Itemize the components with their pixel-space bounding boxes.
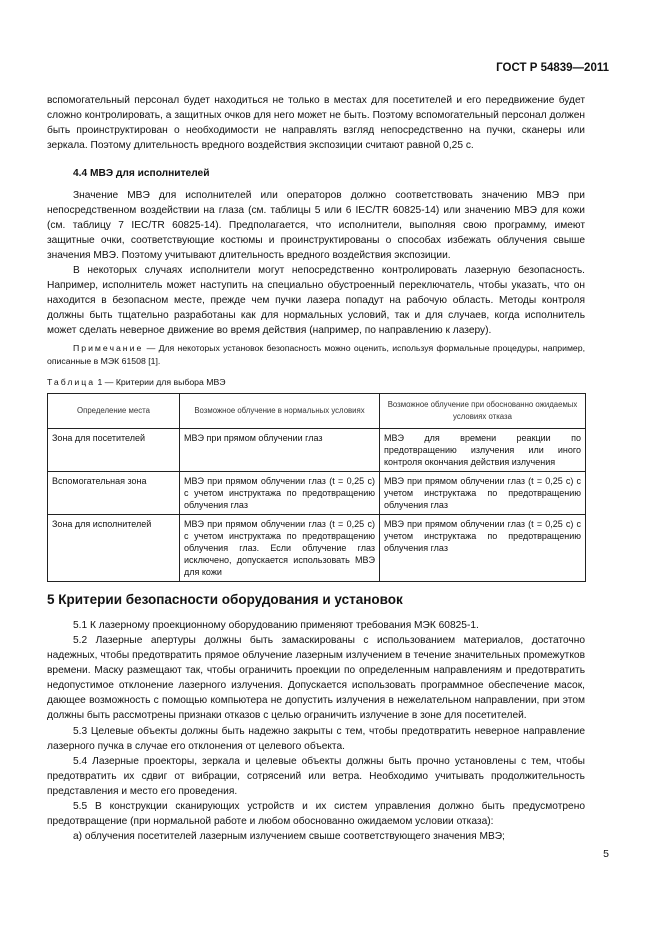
paragraph-4-4-1: Значение МВЭ для исполнителей или операторов должно соответствовать значению МВЭ при непосредственном воздействии на глаза (см. таблицы 5 или 6 IEC/TR 60825-14) или значению МВЭ для кожи (см. таблицу 7 IEC/TR 60825-14). Предполагается, что исполнители, выполняя свою программу, имеют защитные очки, соответствующие костюмы и проинструктированы о способах избежать облучения свыше значения МВЭ. Поэтому учитывают длительность вредного воздействия экспозиции. [47,190,585,261]
list-item-a: а) облучения посетителей лазерным излучением свыше соответствующего значения МВЭ; [73,831,505,842]
header-cell: Возможное облучение в нормальных условиях [180,394,380,429]
table-row [48,429,586,472]
section-heading-5: 5 Критерии безопасности оборудования и установок [47,592,403,607]
table-row [48,515,586,582]
table-cell: Вспомогательная зона [48,472,180,515]
table-header-row [48,394,586,429]
note-text: — Для некоторых установок безопасность можно оценить, используя формальные процедуры, например, описанные в МЭК 61508 [1]. [47,343,585,366]
table-cell: МВЭ при прямом облучении глаз (t = 0,25 c) с учетом инструктажа по предотвращению облучения глаз [380,472,586,515]
table-caption [47,377,226,387]
note [47,342,585,368]
table-caption-label: Таблица [47,377,96,387]
header-cell: Возможное облучение при обоснованно ожидаемых условиях отказа [380,394,586,429]
paragraph-5-4: 5.4 Лазерные проекторы, зеркала и целевые объекты должны быть прочно установлены с тем, чтобы предотвратить их сдвиг от вибрации, сотрясений или ветра. Необходимо учитывать продолжительность представления и место его проведения. [47,756,585,797]
table-caption-text: 1 — Критерии для выбора МВЭ [95,377,226,387]
table-cell: МВЭ при прямом облучении глаз (t = 0,25 c) с учетом инструктажа по предотвращению облучения глаз. Если облучение глаз исключено, допускается использовать МВЭ для кожи [180,515,380,582]
table-cell: МВЭ при прямом облучении глаз (t = 0,25 c) с учетом инструктажа по предотвращению облучения глаз [380,515,586,582]
table-cell: МВЭ при прямом облучении глаз (t = 0,25 c) с учетом инструктажа по предотвращению облучения глаз [180,472,380,515]
intro-paragraph: вспомогательный персонал будет находиться не только в местах для посетителей и его передвижение будет сложно контролировать, а защитных очков для него может не быть. Поэтому вспомогательный персонал должен быть проинструктирован о необходимости не направлять взгляд непосредственно на пучки, сканеры или зеркала. Поэтому длительность вредного воздействия экспозиции считают равной 0,25 с. [47,95,585,151]
header-cell: Определение места [48,394,180,429]
criteria-table [47,393,586,582]
table-cell: МВЭ при прямом облучении глаз [180,429,380,472]
paragraph-5-5: 5.5 В конструкции сканирующих устройств и их систем управления должно быть предусмотрено предотвращение (при нормальной работе и любом обоснованно ожидаемом условии отказа): [47,801,585,827]
paragraph-5-3: 5.3 Целевые объекты должны быть надежно закрыты с тем, чтобы предотвратить неверное направление лазерного пучка в случае его отклонения от целевого объекта. [47,726,585,752]
section-heading-4-4: 4.4 МВЭ для исполнителей [73,168,210,179]
table-cell: Зона для посетителей [48,429,180,472]
paragraph-5-1: 5.1 К лазерному проекционному оборудованию применяют требования МЭК 60825-1. [73,620,479,631]
paragraph-4-4-2: В некоторых случаях исполнители могут непосредственно контролировать лазерную безопасность. Например, исполнитель может наступить на специально обустроенный переключатель, чтобы указать, что он находится в безопасном месте, прежде чем пучки лазера попадут на рабочую область. Методы контроля должны быть тщательно разработаны как для нормальных условий, так и для случаев, когда исполнитель может сделать неверное движение во время действия (например, по направлению к лазеру). [47,265,585,336]
document-number: ГОСТ Р 54839—2011 [496,62,609,74]
page-number: 5 [603,848,609,860]
table-cell: Зона для исполнителей [48,515,180,582]
note-label: Примечание [73,343,144,353]
table-cell: МВЭ для времени реакции по предотвращению излучения или иного контроля окончания действия излучения [380,429,586,472]
table-row [48,472,586,515]
paragraph-5-2: 5.2 Лазерные апертуры должны быть замаскированы с использованием материалов, достаточно надежных, чтобы предотвратить прямое облучение лазерным излучением в течение значительных промежутков времени. Маску размещают так, чтобы ограничить проекции по определенным направлениям и предотвратить недопустимое отклонение лазерного излучения. Допускается использовать программное обеспечение масок, дающее возможность с помощью компьютера не допустить излучения в нежелательном направлении, при этом должны быть рассмотрены признаки отказов с целью ограничить излучение в зоне для посетителей. [47,635,585,721]
